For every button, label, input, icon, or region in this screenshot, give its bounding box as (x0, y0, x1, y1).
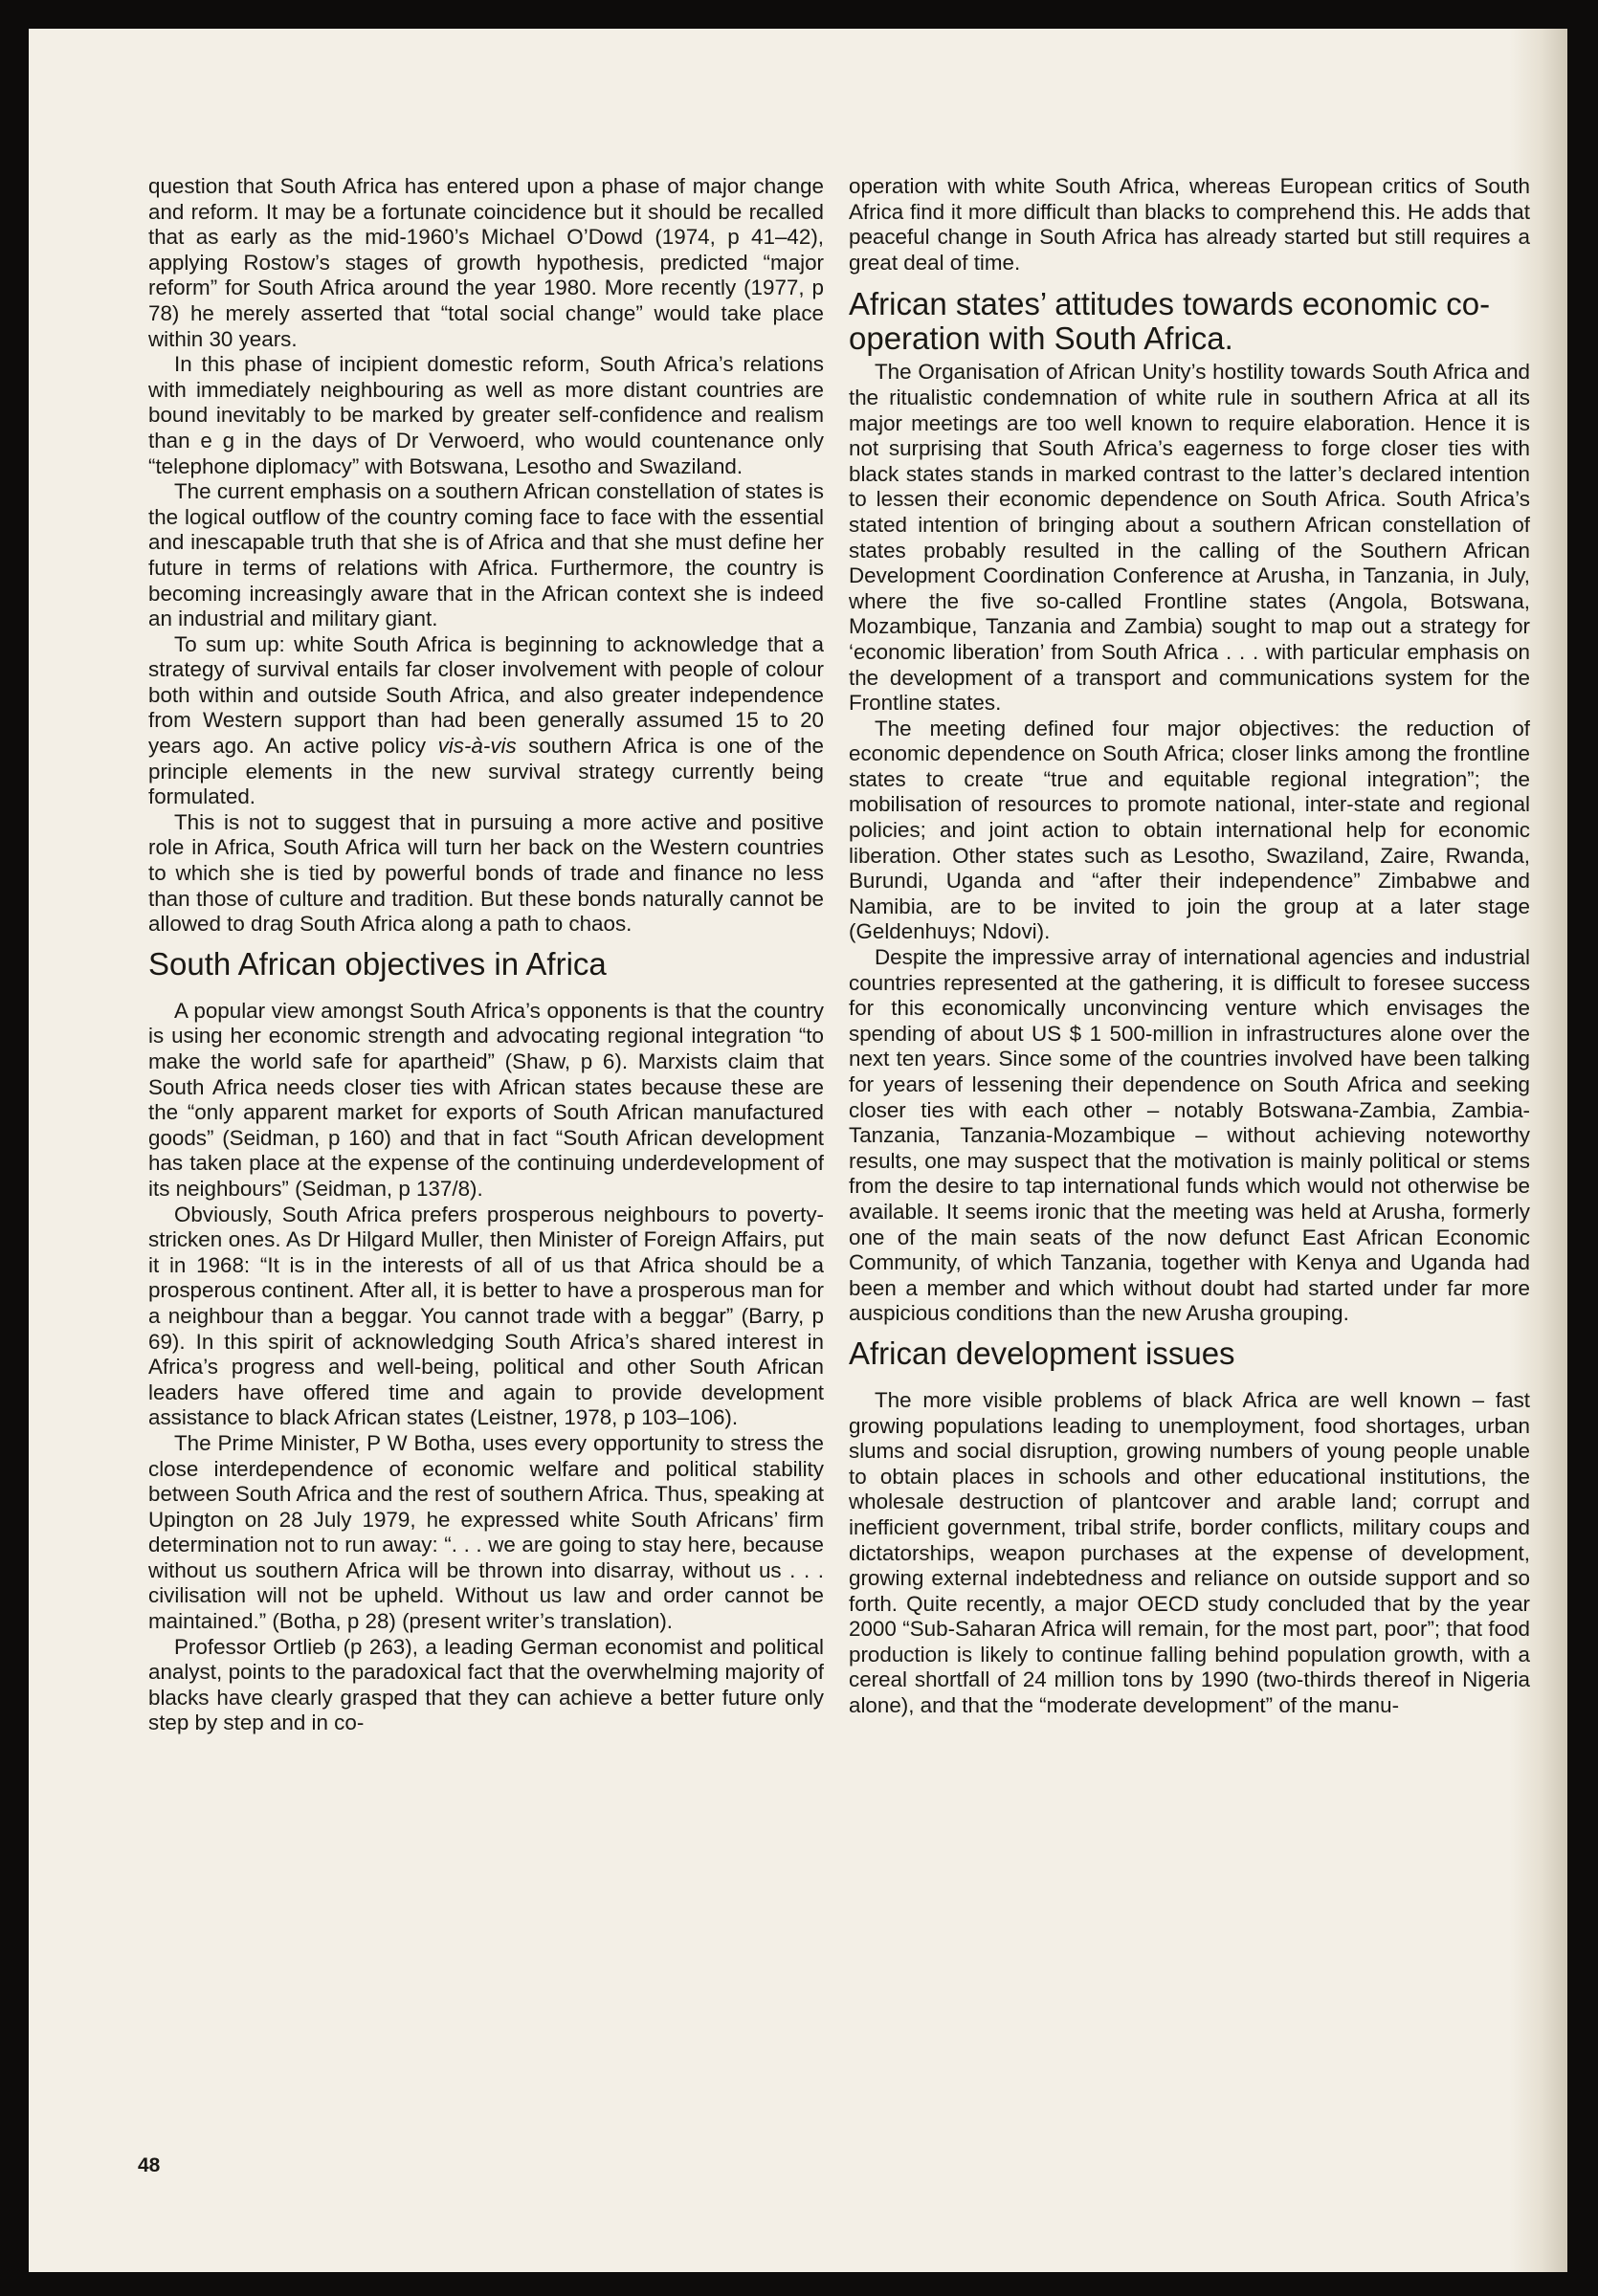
paragraph: The current emphasis on a southern African constellation of states is the logical outflow of the country coming face to face with the essential and inescapable truth that she is of Africa and that she must define her future in terms of relations with Africa. Furthermore, the country is becoming increasingly aware that in the African context she is indeed an industrial and military giant. (148, 479, 824, 631)
paragraph: operation with white South Africa, whereas European critics of South Africa find it more difficult than blacks to comprehend this. He adds that peaceful change in South Africa has already started but still requires a great deal of time. (849, 174, 1530, 275)
magazine-page (29, 29, 1567, 2272)
right-column (849, 174, 1530, 1719)
paragraph-text: southern Africa is one of the principle elements in the new survival strategy currently being formulated. (148, 734, 824, 809)
paragraph: The more visible problems of black Africa are well known – fast growing populations leading to unemployment, food shortages, urban slums and social disruption, growing numbers of young people unable to obtain places in schools and other educational institutions, the wholesale destruction of plantcover and arable land; corrupt and inefficient government, tribal strife, border conflicts, military coups and dictatorships, weapon purchases at the expense of development, growing external indebtedness and reliance on outside support and so forth. Quite recently, a major OECD study concluded that by the year 2000 “Sub-Saharan Africa will remain, for the most part, poor”; that food production is likely to continue falling behind population growth, with a cereal shortfall of 24 million tons by 1990 (two-thirds thereof in Nigeria alone), and that the “moderate development” of the manu- (849, 1387, 1530, 1718)
paragraph: The Prime Minister, P W Botha, uses every opportunity to stress the close interdependence of economic welfare and political stability between South Africa and the rest of southern Africa. Thus, speaking at Upington on 28 July 1979, he expressed white South Africans’ firm determination not to run away: “. . . we are going to stay here, because without us southern Africa will be thrown into disarray, without us . . . civilisation will not be upheld. Without us law and order cannot be maintained.” (Botha, p 28) (present writer’s translation). (148, 1430, 824, 1634)
paragraph: Professor Ortlieb (p 263), a leading German economist and political analyst, points to the paradoxical fact that the overwhelming majority of blacks have clearly grasped that they can achieve a better future only step by step and in co- (148, 1634, 824, 1735)
paragraph: The Organisation of African Unity’s hostility towards South Africa and the ritualistic condemnation of white rule in southern Africa at all its major meetings are too well known to require elaboration. Hence it is not surprising that South Africa’s eagerness to forge closer ties with black states stands in marked contrast to the latter’s declared intention to lessen their economic dependence on South Africa. South Africa’s stated intention of bringing about a southern African constellation of states probably resulted in the calling of the Southern African Development Coordination Conference at Arusha, in Tanzania, in July, where the five so-called Frontline states (Angola, Botswana, Mozambique, Tanzania and Zambia) sought to map out a strategy for ‘economic liberation’ from South Africa . . . with particular emphasis on the development of a transport and communications system for the Frontline states. (849, 360, 1530, 716)
paragraph: In this phase of incipient domestic reform, South Africa’s relations with immediately neighbouring as well as more distant countries are bound inevitably to be marked by greater self-confidence and realism than e g in the days of Dr Verwoerd, who would countenance only “telephone diplomacy” with Botswana, Lesotho and Swaziland. (148, 352, 824, 478)
section-heading: African states’ attitudes towards economic co-operation with South Africa. (849, 286, 1491, 357)
paragraph-text: To sum up: white South Africa is beginning to acknowledge that a strategy of survival entails far closer involvement with people of colour both within and outside South Africa, and also greater independence from Western support than had been generally assumed 15 to 20 years ago. An active policy (148, 631, 824, 759)
paragraph: Despite the impressive array of international agencies and industrial countries represented at the gathering, it is difficult to foresee success for this economically unconvincing venture which envisages the spending of about US $ 1 500-million in infrastructures alone over the next ten years. Since some of the countries involved have been talking for years of lessening their dependence on South Africa and seeking closer ties with each other – notably Botswana-Zambia, Zambia-Tanzania, Tanzania-Mozambique – without achieving noteworthy results, one may suspect that the motivation is mainly political or stems from the desire to tap international funds which would not otherwise be available. It seems ironic that the meeting was held at Arusha, formerly one of the main seats of the now defunct East African Economic Community, of which Tanzania, together with Kenya and Uganda had been a member and which without doubt had started under far more auspicious conditions than the new Arusha grouping. (849, 945, 1530, 1326)
paragraph (148, 632, 824, 810)
left-column (148, 174, 824, 1736)
section-heading: South African objectives in Africa (148, 945, 607, 982)
italic-phrase: vis-à-vis (437, 734, 517, 759)
paragraph: The meeting defined four major objectives: the reduction of economic dependence on South Africa; closer links among the frontline states to create “true and equitable regional integration”; the mobilisation of resources to promote national, inter-state and regional policies; and joint action to obtain international help for economic liberation. Other states such as Lesotho, Swaziland, Zaire, Rwanda, Burundi, Uganda and “after their independence” Zimbabwe and Namibia, are to be invited to join the group at a later stage (Geldenhuys; Ndovi). (849, 716, 1530, 944)
paragraph: A popular view amongst South Africa’s opponents is that the country is using her economic strength and advocating regional integration “to make the world safe for apartheid” (Shaw, p 6). Marxists claim that South Africa needs closer ties with African states because these are the “only apparent market for exports of South African manufactured goods” (Seidman, p 160) and that in fact “South African development has taken place at the expense of the continuing underdevelopment of its neighbours” (Seidman, p 137/8). (148, 998, 824, 1201)
section-heading: African development issues (849, 1335, 1235, 1371)
paragraph: Obviously, South Africa prefers prosperous neighbours to poverty-stricken ones. As Dr Hilgard Muller, then Minister of Foreign Affairs, put it in 1968: “It is in the interests of all of us that Africa should be a prosperous continent. After all, it is better to have a prosperous man for a neighbour than a beggar. You cannot trade with a beggar” (Barry, p 69). In this spirit of acknowledging South Africa’s shared interest in Africa’s progress and well-being, political and other South African leaders have offered time and again to provide development assistance to black African states (Leistner, 1978, p 103–106). (148, 1202, 824, 1430)
page-number: 48 (138, 2154, 161, 2176)
paragraph: This is not to suggest that in pursuing a more active and positive role in Africa, South Africa will turn her back on the Western countries to which she is tied by powerful bonds of trade and finance no less than those of culture and tradition. But these bonds naturally cannot be allowed to drag South Africa along a path to chaos. (148, 809, 824, 937)
paragraph: question that South Africa has entered upon a phase of major change and reform. It may be a fortunate coincidence but it should be recalled that as early as the mid-1960’s Michael O’Dowd (1974, p 41–42), applying Rostow’s stages of growth hypothesis, predicted “major reform” for South Africa around the year 1980. More recently (1977, p 78) he merely asserted that “total social change” would take place within 30 years. (148, 174, 824, 351)
